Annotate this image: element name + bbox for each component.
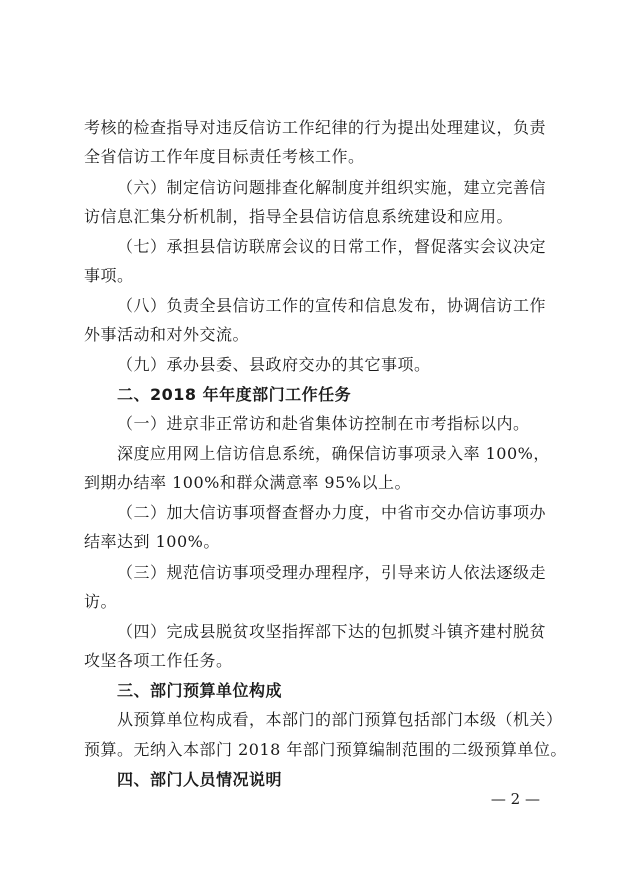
page-number: — 2 — xyxy=(490,790,540,808)
body-line: 外事活动和对外交流。 xyxy=(84,325,250,344)
body-line: 深度应用网上信访信息系统，确保信访事项录入率 100%， xyxy=(117,444,550,463)
section-heading-3: 三、部门预算单位构成 xyxy=(117,681,283,700)
task-two-line: （二）加大信访事项督查督办力度，中省市交办信访事项办 xyxy=(117,503,547,522)
item-nine-line: （九）承办县委、县政府交办的其它事项。 xyxy=(117,355,431,374)
item-seven-line: （七）承担县信访联席会议的日常工作，督促落实会议决定 xyxy=(117,237,547,256)
body-line: 预算。无纳入本部门 2018 年部门预算编制范围的二级预算单位。 xyxy=(84,740,567,759)
body-line: 访。 xyxy=(84,592,118,611)
body-line: 考核的检查指导对违反信访工作纪律的行为提出处理建议，负责 xyxy=(84,118,547,137)
body-line: 全省信访工作年度目标责任考核工作。 xyxy=(84,147,365,166)
section-heading-2: 二、2018 年年度部门工作任务 xyxy=(117,385,352,404)
body-line: 攻坚各项工作任务。 xyxy=(84,651,233,670)
task-four-line: （四）完成县脱贫攻坚指挥部下达的包抓熨斗镇齐建村脱贫 xyxy=(117,622,547,641)
task-three-line: （三）规范信访事项受理办理程序，引导来访人依法逐级走 xyxy=(117,563,547,582)
item-six-line: （六）制定信访问题排查化解制度并组织实施，建立完善信 xyxy=(117,178,547,197)
body-line: 访信息汇集分析机制，指导全县信访信息系统建设和应用。 xyxy=(84,207,514,226)
body-line: 到期办结率 100%和群众满意率 95%以上。 xyxy=(84,473,411,492)
task-one-line: （一）进京非正常访和赴省集体访控制在市考指标以内。 xyxy=(117,414,530,433)
body-line: 事项。 xyxy=(84,266,134,285)
body-line: 结率达到 100%。 xyxy=(84,532,220,551)
body-line: 从预算单位构成看，本部门的部门预算包括部门本级（机关） xyxy=(117,710,563,729)
item-eight-line: （八）负责全县信访工作的宣传和信息发布，协调信访工作 xyxy=(117,296,547,315)
section-heading-4: 四、部门人员情况说明 xyxy=(117,770,283,789)
